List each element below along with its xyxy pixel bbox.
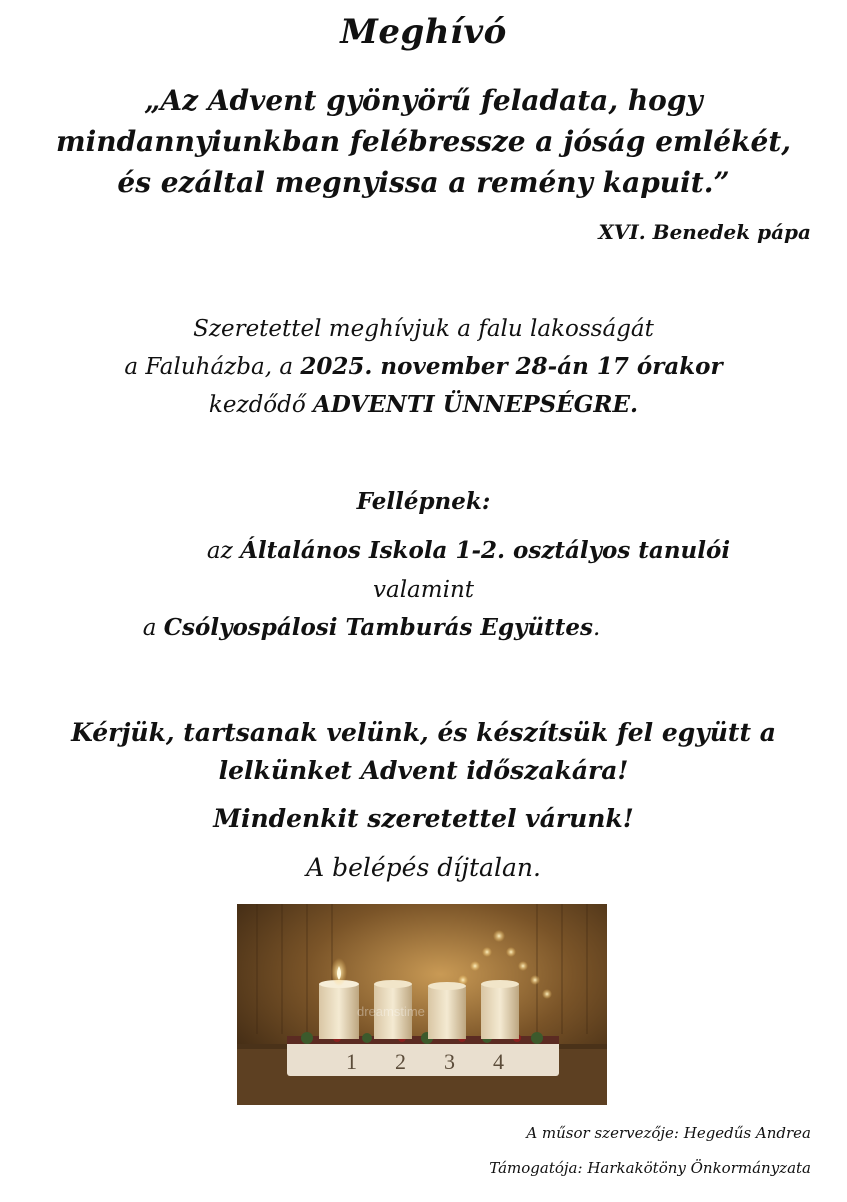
invitation-place: a Faluházba, a <box>124 354 301 380</box>
closing-text <box>0 714 847 790</box>
invitation-line-1: Szeretettel meghívjuk a falu lakosságát <box>193 316 654 342</box>
performer-school <box>45 537 847 564</box>
performers-connector: valamint <box>373 577 474 603</box>
welcome-text: Mindenkit szeretettel várunk! <box>213 804 634 833</box>
performer-band-prefix: a <box>142 615 164 641</box>
performer-band <box>0 614 795 641</box>
performers-heading: Fellépnek: <box>356 488 491 515</box>
quote-line-2: mindannyiunkban felébressze a jóság emlékét, <box>55 125 792 158</box>
closing-line-1: Kérjük, tartsanak velünk, és készítsük fel együtt a <box>71 718 776 747</box>
quote-block <box>0 80 847 203</box>
closing-line-2: lelkünket Advent időszakára! <box>218 756 629 785</box>
quote-line-3: és ezáltal megnyissa a remény kapuit.” <box>117 166 730 199</box>
performer-school-prefix: az <box>206 538 241 564</box>
invitation-line-2 <box>0 348 847 386</box>
page-title: Meghívó <box>340 12 507 52</box>
entry-text: A belépés díjtalan. <box>306 853 541 882</box>
performer-band-name: Csólyospálosi Tamburás Együttes <box>163 614 593 641</box>
quote-author: XVI. Benedek pápa <box>598 220 811 244</box>
invitation-starting: kezdődő <box>208 392 314 418</box>
candle-number-1: 1 <box>346 1049 357 1074</box>
performer-band-suffix: . <box>592 615 601 641</box>
candle-number-2: 2 <box>395 1049 406 1074</box>
advent-candles-photo <box>237 904 607 1105</box>
candle-number-3: 3 <box>444 1049 455 1074</box>
event-name: ADVENTI ÜNNEPSÉGRE. <box>313 391 639 418</box>
performer-school-name: Általános Iskola 1-2. osztályos tanulói <box>240 537 731 564</box>
event-date: 2025. november 28-án 17 órakor <box>300 353 723 380</box>
invitation-line-3 <box>0 386 847 424</box>
watermark-text: dreamstime <box>357 1004 425 1019</box>
organizer-credit: A műsor szervezője: Hegedűs Andrea <box>526 1124 811 1142</box>
quote-line-1: „Az Advent gyönyörű feladata, hogy <box>144 84 703 117</box>
invitation-text <box>0 310 847 424</box>
candle-number-4: 4 <box>493 1049 504 1074</box>
sponsor-credit: Támogatója: Harkakötöny Önkormányzata <box>489 1159 811 1177</box>
